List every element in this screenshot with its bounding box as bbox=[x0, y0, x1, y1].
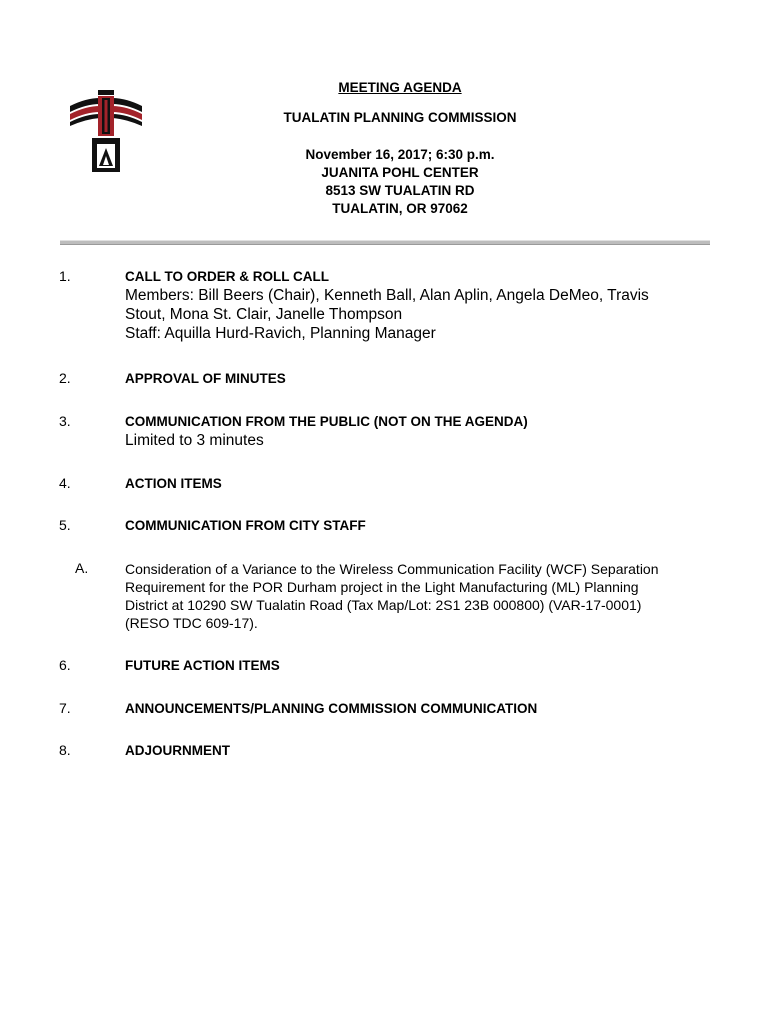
item-members-line-1: Members: Bill Beers (Chair), Kenneth Ball, Alan Aplin, Angela DeMeo, Travis bbox=[125, 287, 649, 304]
item-members-line-2: Stout, Mona St. Clair, Janelle Thompson bbox=[125, 306, 403, 323]
header-divider bbox=[60, 240, 710, 245]
item-title: COMMUNICATION FROM THE PUBLIC (NOT ON THE AGENDA) bbox=[125, 414, 528, 429]
item-number: 4. bbox=[59, 475, 71, 491]
item-number: 7. bbox=[59, 700, 71, 716]
item-number: 1. bbox=[59, 268, 71, 284]
subitem-line: (RESO TDC 609-17). bbox=[125, 615, 258, 631]
item-number: 8. bbox=[59, 742, 71, 758]
item-number: 5. bbox=[59, 517, 71, 533]
organization-name: TUALATIN PLANNING COMMISSION bbox=[283, 110, 517, 125]
subitem-line: Consideration of a Variance to the Wireless Communication Facility (WCF) Separation bbox=[125, 561, 659, 577]
item-title: ANNOUNCEMENTS/PLANNING COMMISSION COMMUNICATION bbox=[125, 701, 538, 716]
subitem-letter: A. bbox=[75, 560, 89, 576]
city-logo-icon bbox=[68, 88, 144, 178]
item-title: COMMUNICATION FROM CITY STAFF bbox=[125, 518, 366, 533]
subitem-line: Requirement for the POR Durham project in the Light Manufacturing (ML) Planning bbox=[125, 579, 639, 595]
meeting-city: TUALATIN, OR 97062 bbox=[332, 201, 468, 216]
meeting-details bbox=[200, 146, 600, 218]
meeting-date-time: November 16, 2017; 6:30 p.m. bbox=[305, 147, 495, 162]
agenda-title: MEETING AGENDA bbox=[338, 80, 462, 95]
item-title: ADJOURNMENT bbox=[125, 743, 231, 758]
item-title: CALL TO ORDER & ROLL CALL bbox=[125, 269, 329, 284]
meeting-venue: JUANITA POHL CENTER bbox=[321, 165, 479, 180]
item-number: 2. bbox=[59, 370, 71, 386]
meeting-address: 8513 SW TUALATIN RD bbox=[325, 183, 475, 198]
item-number: 6. bbox=[59, 657, 71, 673]
subitem-text bbox=[125, 560, 715, 632]
item-staff-line: Staff: Aquilla Hurd-Ravich, Planning Manager bbox=[125, 325, 436, 342]
item-number: 3. bbox=[59, 413, 71, 429]
item-title: ACTION ITEMS bbox=[125, 476, 222, 491]
item-title: FUTURE ACTION ITEMS bbox=[125, 658, 280, 673]
subitem-line: District at 10290 SW Tualatin Road (Tax Map/Lot: 2S1 23B 000800) (VAR-17-0001) bbox=[125, 597, 642, 613]
item-title: APPROVAL OF MINUTES bbox=[125, 371, 286, 386]
item-note: Limited to 3 minutes bbox=[125, 432, 264, 449]
